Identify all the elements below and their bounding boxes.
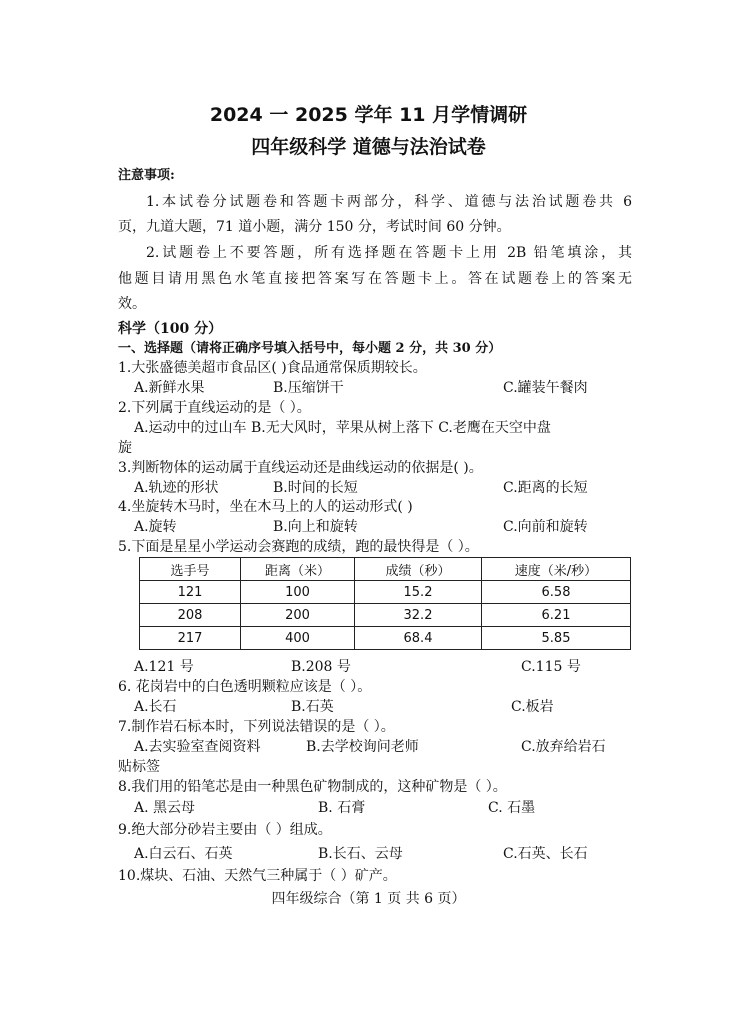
question-3-option-c: C.距离的长短 <box>503 480 588 496</box>
question-9: 9.绝大部分砂岩主要由（ ）组成。 <box>118 822 332 838</box>
question-9-option-b: B.长石、云母 <box>318 846 403 862</box>
question-1-option-c: C.罐装午餐肉 <box>503 380 588 396</box>
question-9-option-c: C.石英、长石 <box>503 846 588 862</box>
table-row <box>140 604 631 627</box>
question-7-option-a: A.去实验室查阅资料 <box>134 739 261 755</box>
question-5-option-a: A.121 号 <box>134 659 194 675</box>
question-5-option-c: C.115 号 <box>521 659 581 675</box>
table-cell: 68.4 <box>355 627 482 650</box>
table-cell: 6.58 <box>482 581 631 604</box>
notice-item-2-line-3: 效。 <box>118 296 146 312</box>
question-5: 5.下面是星星小学运动会赛跑的成绩，跑的最快得是（ ）。 <box>118 539 479 555</box>
notice-heading: 注意事项: <box>118 168 175 183</box>
table-row <box>140 627 631 650</box>
question-2-options: A.运动中的过山车 B.无大风时，苹果从树上落下 C.老鹰在天空中盘 <box>134 420 551 436</box>
table-header: 选手号 <box>140 558 241 581</box>
table-cell: 32.2 <box>355 604 482 627</box>
question-4-option-b: B.向上和旋转 <box>273 519 358 535</box>
question-3: 3.判断物体的运动属于直线运动还是曲线运动的依据是( )。 <box>118 460 483 476</box>
question-6-option-c: C.板岩 <box>511 699 554 715</box>
page-footer: 四年级综合（第 1 页 共 6 页） <box>271 891 466 907</box>
exam-subtitle: 四年级科学 道德与法治试卷 <box>251 136 486 158</box>
section-choice-heading: 一、选择题（请将正确序号填入括号中，每小题 2 分，共 30 分） <box>118 341 502 356</box>
section-science: 科学（100 分） <box>118 321 223 337</box>
table-cell: 400 <box>241 627 355 650</box>
question-8-option-a: A. 黑云母 <box>134 800 196 816</box>
question-10: 10.煤块、石油、天然气三种属于（ ）矿产。 <box>118 868 397 884</box>
question-9-option-a: A.白云石、石英 <box>134 846 233 862</box>
notice-item-2-line-1: 2.试题卷上不要答题，所有选择题在答题卡上用 2B 铅笔填涂，其 <box>146 245 632 261</box>
notice-item-1-line-1: 1.本试卷分试题卷和答题卡两部分，科学、道德与法治试题卷共 6 <box>146 194 632 210</box>
question-1-option-a: A.新鲜水果 <box>134 380 205 396</box>
table-cell: 100 <box>241 581 355 604</box>
question-7-option-c-wrap: 贴标签 <box>118 759 160 775</box>
question-3-option-b: B.时间的长短 <box>273 480 358 496</box>
question-2: 2.下列属于直线运动的是（ ）。 <box>118 400 311 416</box>
question-1-option-b: B.压缩饼干 <box>273 380 344 396</box>
question-7-option-b: B.去学校询问老师 <box>306 739 419 755</box>
table-cell: 217 <box>140 627 241 650</box>
question-3-option-a: A.轨迹的形状 <box>134 480 219 496</box>
question-1: 1.大张盛德美超市食品区( )食品通常保质期较长。 <box>118 360 427 376</box>
exam-title: 2024 一 2025 学年 11 月学情调研 <box>209 104 528 126</box>
question-7-option-c: C.放弃给岩石 <box>521 739 606 755</box>
table-header: 速度（米/秒） <box>482 558 631 581</box>
table-cell: 208 <box>140 604 241 627</box>
question-6-option-b: B.石英 <box>291 699 334 715</box>
question-6: 6. 花岗岩中的白色透明颗粒应该是（ ）。 <box>118 679 372 695</box>
question-8-option-b: B. 石膏 <box>318 800 366 816</box>
question-8-option-c: C. 石墨 <box>488 800 536 816</box>
question-4: 4.坐旋转木马时，坐在木马上的人的运动形式( ) <box>118 499 413 515</box>
question-7: 7.制作岩石标本时，下列说法错误的是（ ）。 <box>118 719 395 735</box>
table-row <box>140 581 631 604</box>
table-cell: 121 <box>140 581 241 604</box>
table-cell: 15.2 <box>355 581 482 604</box>
question-4-option-a: A.旋转 <box>134 519 177 535</box>
table-cell: 6.21 <box>482 604 631 627</box>
question-2-options-wrap: 旋 <box>118 440 132 456</box>
table-header: 距离（米） <box>241 558 355 581</box>
question-5-option-b: B.208 号 <box>291 659 351 675</box>
race-results-table <box>139 557 631 650</box>
table-cell: 200 <box>241 604 355 627</box>
notice-item-2-line-2: 他题目请用黑色水笔直接把答案写在答题卡上。答在试题卷上的答案无 <box>118 271 632 287</box>
table-header-row <box>140 558 631 581</box>
question-8: 8.我们用的铅笔芯是由一种黑色矿物制成的，这种矿物是（ ）。 <box>118 779 507 795</box>
question-6-option-a: A.长石 <box>134 699 177 715</box>
table-header: 成绩（秒） <box>355 558 482 581</box>
question-4-option-c: C.向前和旋转 <box>503 519 588 535</box>
notice-item-1-line-2: 页，九道大题，71 道小题，满分 150 分，考试时间 60 分钟。 <box>118 219 511 235</box>
table-cell: 5.85 <box>482 627 631 650</box>
